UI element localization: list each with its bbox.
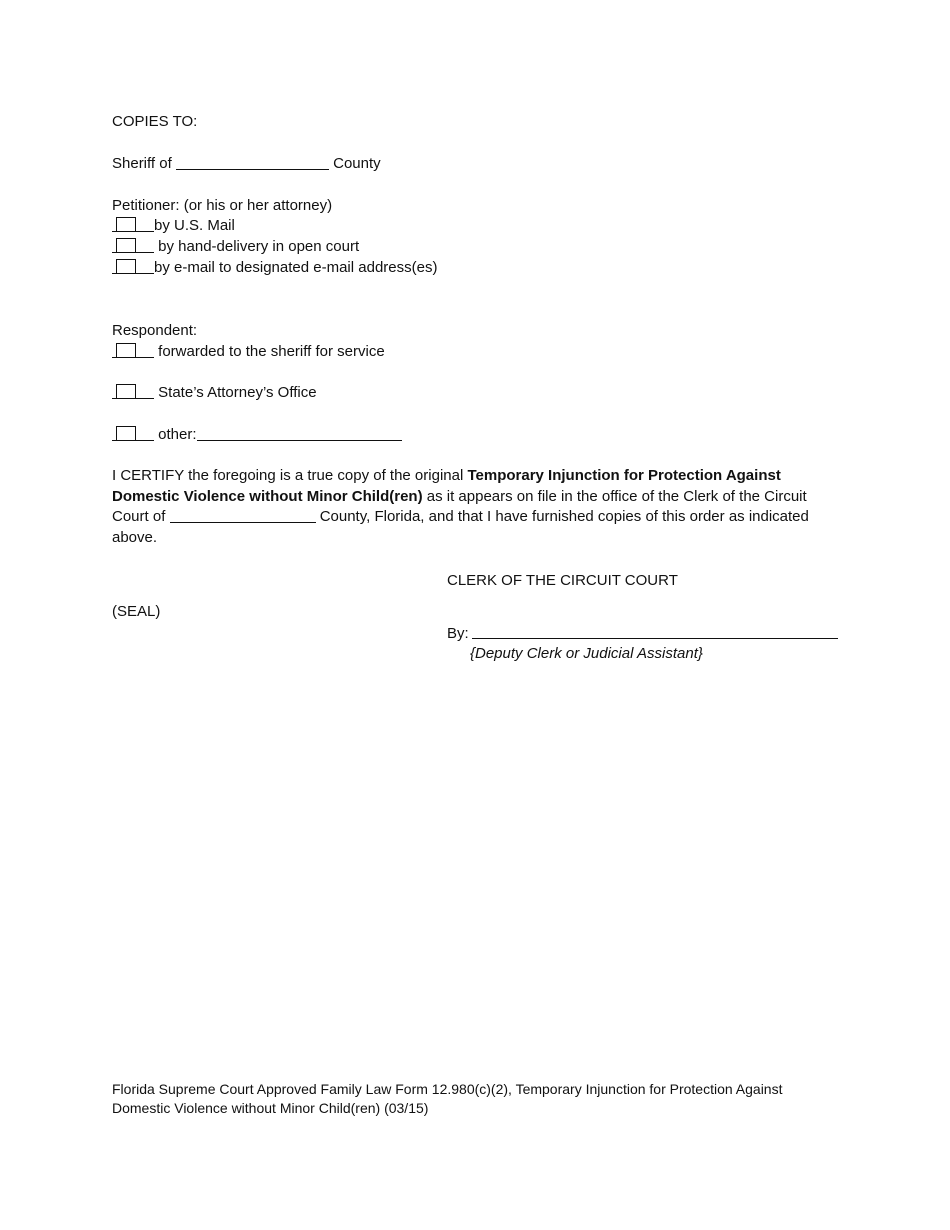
state-attorney-checkbox[interactable] bbox=[116, 384, 136, 399]
respondent-heading: Respondent: bbox=[112, 322, 198, 339]
other-label: other: bbox=[154, 426, 197, 443]
petitioner-heading: Petitioner: (or his or her attorney) bbox=[112, 197, 333, 214]
clerk-title: CLERK OF THE CIRCUIT COURT bbox=[447, 572, 678, 589]
by-label: By: bbox=[447, 625, 469, 642]
mail-checkbox[interactable] bbox=[116, 217, 136, 232]
email-checkbox[interactable] bbox=[116, 259, 136, 274]
mail-label: by U.S. Mail bbox=[154, 217, 235, 234]
form-title-bold: Temporary Injunction for Protection Against Domestic Violence without Minor Child(ren) bbox=[112, 467, 781, 505]
seal-label: (SEAL) bbox=[112, 603, 161, 620]
certify-text-1: I CERTIFY the foregoing is a true copy of the original bbox=[112, 467, 468, 484]
footer-line-2: Domestic Violence without Minor Child(ren) (03/15) bbox=[112, 1100, 429, 1116]
respondent-option-sheriff bbox=[112, 342, 385, 362]
sheriff-service-label: forwarded to the sheriff for service bbox=[154, 343, 385, 360]
sheriff-prefix: Sheriff of bbox=[112, 155, 172, 172]
certify-text-3: County, Florida, and that I have furnished copies of this order as indicated above. bbox=[112, 508, 809, 547]
sheriff-county-blank[interactable] bbox=[176, 155, 329, 170]
sheriff-line bbox=[112, 154, 381, 174]
copies-to-heading: COPIES TO: bbox=[112, 113, 198, 130]
petitioner-option-mail bbox=[112, 216, 235, 236]
footer-line-1: Florida Supreme Court Approved Family Law Form 12.980(c)(2), Temporary Injunction for Protection Against bbox=[112, 1081, 783, 1097]
sheriff-suffix: County bbox=[333, 155, 381, 172]
certify-text-2: as it appears on file in the office of the Clerk of the Circuit Court of bbox=[112, 487, 807, 526]
petitioner-option-email bbox=[112, 258, 437, 278]
email-label: by e-mail to designated e-mail address(es) bbox=[154, 259, 438, 276]
certification-paragraph bbox=[112, 466, 838, 549]
signature-line[interactable] bbox=[472, 638, 838, 639]
hand-delivery-label: by hand-delivery in open court bbox=[154, 238, 360, 255]
court-county-blank[interactable] bbox=[170, 508, 316, 523]
footer bbox=[112, 1080, 782, 1118]
deputy-caption: {Deputy Clerk or Judicial Assistant} bbox=[470, 645, 703, 662]
sheriff-service-checkbox[interactable] bbox=[116, 343, 136, 358]
state-attorney-label: State’s Attorney’s Office bbox=[154, 384, 317, 401]
hand-delivery-checkbox[interactable] bbox=[116, 238, 136, 253]
other-checkbox[interactable] bbox=[116, 426, 136, 441]
respondent-option-other bbox=[112, 425, 402, 445]
respondent-option-state-attorney bbox=[112, 383, 317, 403]
petitioner-option-hand-delivery bbox=[112, 237, 359, 257]
other-blank[interactable] bbox=[197, 426, 402, 441]
